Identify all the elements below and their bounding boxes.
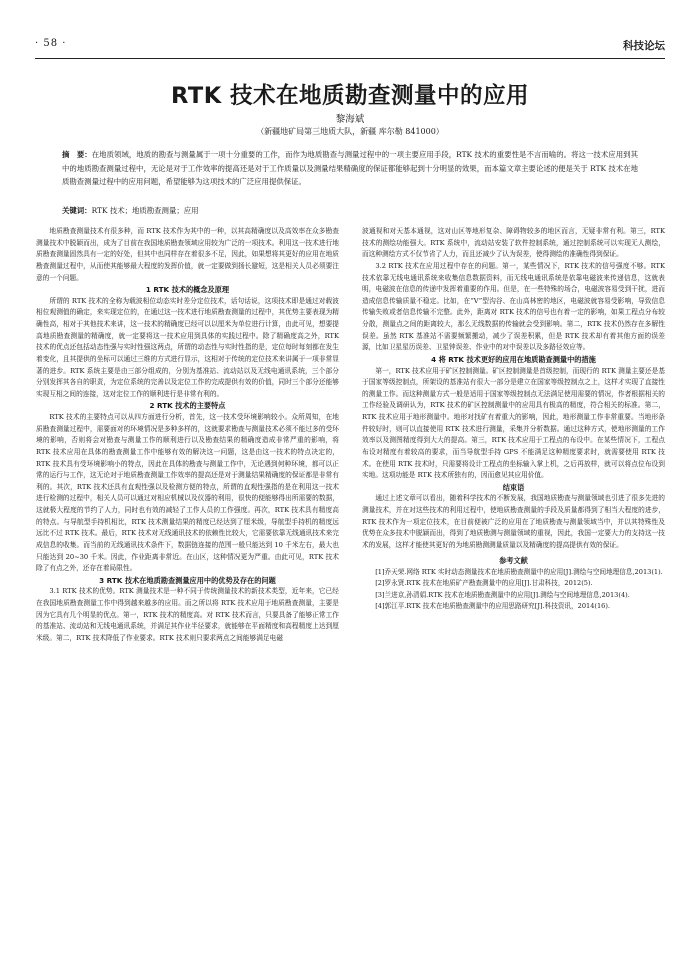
- page-number: · 58 ·: [35, 38, 67, 49]
- section-1-heading: 1 RTK 技术的概念及原理: [145, 285, 230, 295]
- reference-item: [3]兰进京,孙清娟.RTK 技术在地质勘查测量中的应用[J].测绘与空间地理信息,2013(4).: [375, 590, 630, 599]
- section-3-1-continued: 波通视和对天基本通视，这对山区等地形复杂、障碍物较多的地区而言，无疑非常有利。第三，RTK 技术的测绘功能强大。RTK 系统中，流动站安装了软件控制系统，通过控制系统可以实现无人测绘，而这种测绘方式不仅节省了人力，而且还减少了认为误差，使得测绘的准确性得到保证。: [362, 227, 665, 259]
- conclusion-paragraph: 通过上述文章可以看出，随着科学技术的不断发展，我国地质勘查与测量领域也引进了很多先进的测量技术，并在对这些技术的利用过程中，使地质勘查测量的手段及质量都得到了相当大程度的进步，RTK 技术作为一项定位技术，在目前便被广泛的应用在了地质勘查与测量领域当中，并以其特殊性及优势在众多技术中脱颖而出，得到了地质勘测与测量领域的重视，因此，我国一定要大力的支持这一技术的发展，这样才能使其更好的为地质勘测测量质量以及精确度的提高提供有效的保证。: [362, 494, 665, 549]
- reference-item: [2]罗永贤.RTK 技术在地质矿产勘查测量中的应用[J].甘肃科技，2012(5).: [375, 579, 593, 588]
- section-3-1-paragraph: 3.1 RTK 技术的优势。RTK 测量技术是一种不同于传统测量技术的新技术类型，近年来，它已经在我国地质勘查测量工作中得到越来越多的应用。而之所以将 RTK 技术应用于地质勘查测量，主要是因为它具有几个明显的优点。第一，RTK 技术的精度高。对 RTK 技术而言，只要具备了能够正常工作的基准站、流动站和无线电通讯系统，并满足其作业半径要求，就能够在平面精度和高程精度上达到厘米级。第二，RTK 技术降低了作业要求。RTK 技术则只要求两点之间能够满足电磁: [36, 587, 339, 642]
- section-2-heading: 2 RTK 技术的主要特点: [149, 401, 226, 411]
- keywords-text: RTK 技术；地质勘查测量；应用: [91, 206, 199, 215]
- section-3-heading: 3 RTK 技术在地质勘查测量应用中的优势及存在的问题: [99, 575, 276, 585]
- article-title: RTK 技术在地质勘查测量中的应用: [171, 83, 529, 109]
- intro-paragraph: 地质勘查测量技术有很多种，而 RTK 技术作为其中的一种，以其高精确度以及高效率在众多勘查测量技术中脱颖而出，成为了目前在我国地质勘查领域应用较为广泛的一项技术。利用这一技术进行地质勘查测量固然具有一定的好处，但其中也同样存在着很多不足，因此，如果想将其更好的应用在地质勘查测量过程中，从而使其能够最大程度的发挥价值，就一定要做到扬长避短，这是相关人员必须要注意的一个问题。: [36, 227, 339, 282]
- reference-item: [1]乔天荣.网络 RTK 实时动态测量技术在地质勘查测量中的应用[J].测绘与空间地理信息,2013(1).: [375, 568, 663, 577]
- right-column: [362, 226, 665, 956]
- running-header: [35, 38, 665, 56]
- section-1-paragraph: 所谓的 RTK 技术的全称为载波相位动态实时差分定位技术，话句话说，这项技术即是通过对载波相位观测值的确定，来实现定位的，在通过这一技术进行地质勘查测量的过程中，其优势主要表现为精确性高，相对于其他技术来讲，这一技术的精确度已经可以以厘米为单位进行计算，由此可见，想要提高地质勘查测量的精确度，就一定要将这一技术应用到具体的实践过程中。除了精确度高之外，RTK 技术的优点还包括动态性强与实时性强这两点，所谓的动态性与实时性指的是，定位每时每刻都在发生着变化，且其提供的坐标可以通过三维的方式进行显示，这相对于传统的定位技术来讲属于一项非常显著的进步。RTK 系统主要是由三部分组成的，分别为基准站、流动站以及无线电通讯系统，三个部分分别发挥其各自的职责，为定位系统的完善以及定位工作的完成提供有效的价值，同时三个部分还能够实现互相之间的连接，这对定位工作的顺利进行是非常有利的。: [36, 296, 339, 398]
- abstract-label: 摘 要：: [62, 150, 92, 159]
- section-name: 科技论坛: [623, 40, 665, 52]
- keywords: [62, 205, 638, 216]
- section-4-paragraph: 第一，RTK 技术应用于矿区控制测量。矿区控制测量是首级控制，而现行的 RTK 测量主要还是基于国家等级控制点，所架设的基准站有很大一部分是建立在国家等级控制点之上，这样才实现了直接性的测量工作。而这种测量方式一般是适用于国家等级控制点无法满足使用需要的情况，作者根据相关的工作经验及调研认为，RTK 技术的矿区控制测量中的应用具有极高的精度，符合相关的标准。第二，RTK 技术应用于地形测量中。地形对找矿有着重大的影响，因此，地形测量工作非常重要。当地形条件较好时，则可以直接使用 RTK 技术进行测量，采集并分析数据。通过这种方式，使地形测量的工作效率以及测图精度得到大大的提高。第三，RTK 技术应用于工程点的布设中。在某些情况下，工程点布设对精度有着较高的要求，而当导航型手持 GPS 不能满足这种精度要求时，就需要使用 RTK 技术。在使用 RTK 技术时，只需要将设计工程点的坐标输入掌上机，之后再放样，就可以将点位布设到实地。这项功能是 RTK 技术所独有的，因而愈见其应用价值。: [362, 366, 665, 480]
- abstract-text: 在地质领域，地质的勘查与测量属于一项十分重要的工作，而作为地质勘查与测量过程中的一项主要应用手段，RTK 技术的重要性是不言而喻的。将这一技术应用到其中的地质勘查测量过程中，无论是对于工作效率的提高还是对于工作质量以及测量结果精确度的保证都能够起到十分明显的效果，而本篇文章主要论述的便是关于 RTK 技术在地质勘查测量过程中的应用问题，希望能够为这项技术的广泛应用提供保证。: [62, 150, 638, 187]
- header-rule: [35, 58, 665, 59]
- section-4-heading: 4 将 RTK 技术更好的应用在地质勘查测量中的措施: [431, 354, 596, 364]
- section-3-2-paragraph: 3.2 RTK 技术在应用过程中存在的问题。第一，某些情况下，RTK 技术的信号强度不够。RTK 技术依靠无线电通讯系统来收集信息数据资料，而无线电通讯系统是依靠电磁波来传递信息，这就表明，电磁波在信息的传递中发挥着重要的作用。但是，在一些特殊的场合，电磁波容易受到干扰，进而造成信息传输质量不稳定。比如，在“V”型沟谷、在山高林密的地区，电磁波就容易受影响，导致信息传输失败或者信息传输不完整。此外，距离对 RTK 技术的信号也有着一定的影响，如果工程点分布较分散，测量点之间的距离较大，那么无线数据的传输就会受到影响。第二，RTK 技术仍然存在多解性误差。虽然 RTK 基准站不需要频繁搬动，减少了误差积累，但是 RTK 技术却有着其他方面的误差源，比如卫星星历误差、卫星钟误差、作业中的对中误差以及多路径效应等。: [362, 261, 665, 352]
- conclusion-heading: 结束语: [502, 482, 525, 492]
- author-affiliation: （新疆地矿局第三地质大队，新疆 库尔勒 841000）: [256, 127, 444, 136]
- section-2-paragraph: RTK 技术的主要特点可以从四方面进行分析，首先，这一技术受环境影响较小。众所周知，在地质勘查测量过程中，需要面对的环境情况是多种多样的，这就要求勘查与测量技术必须不能过多的受环境的影响，否则将会对勘查与测量工作的顺利进行以及勘查结果的精确度造成非常严重的影响，将 RTK 技术应用在具体的勘查测量工作中能够有效的解决这一问题，这是由这一技术的特点决定的，RTK 技术具有受环境影响小的特点，因此在具体的勘查与测量工作中，无论遇到何种环境，都可以正常的运行与工作，这无论对于地质勘查测量工作效率的提高还是对于测量结果精确度的保证都是非常有利的。其次，RTK 技术还具有直观性强以及检测方便的特点，所谓的直观性强指的是在利用这一技术进行检测的过程中，相关人员可以通过对相应机械以及仪器的利用，很快的便能够得出所需要的数据，这就极大程度的节约了人力，同时也有效的减轻了工作人员的工作强度。再次，RTK 技术具有精度高的特点。与导航型手持机相比，RTK 技术测量结果的精度已经达到了厘米级，导航型手持机的精度远远比不过 RTK 技术。最后，RTK 技术对无线通讯技术的依赖性比较大，它需要依靠无线通讯技术来完成信息的收集。而当前的无线通讯技术条件下，数据链连接的范围一般只能达到 10 千米左右，最大也只能达到 20~30 千米。因此，作业距离非常近。在山区，这种情况更为严重。由此可见，RTK 技术除了有点之外，还存在着局限性。: [36, 413, 339, 573]
- left-column: [36, 226, 339, 956]
- references-heading: 参考文献: [499, 555, 528, 565]
- reference-item: [4]郭江平.RTK 技术在地质勘查测量中的应用思路研究[J].科技资讯，2014(16).: [375, 601, 611, 610]
- abstract: [62, 148, 638, 189]
- keywords-label: 关键词：: [62, 206, 92, 215]
- author-name: 黎海斌: [335, 114, 365, 125]
